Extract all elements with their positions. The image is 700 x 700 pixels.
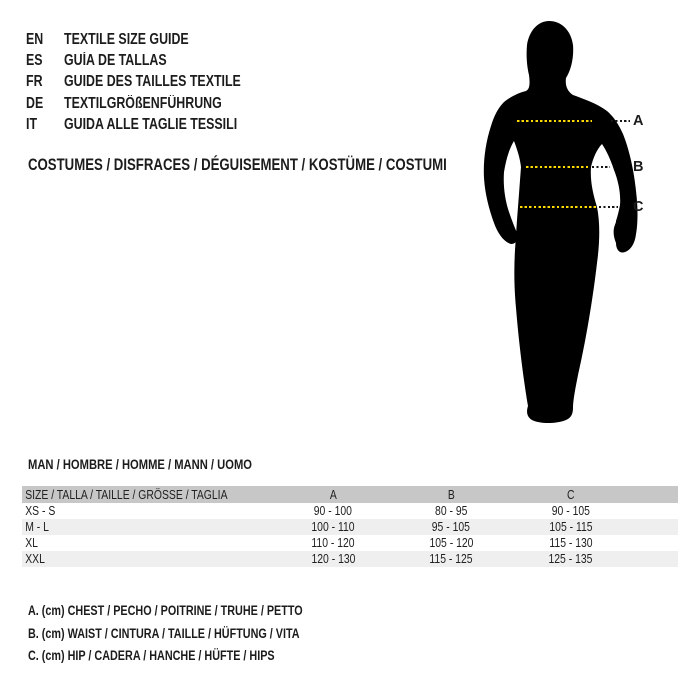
chest-line-dots-leader [611,120,630,122]
section-heading-text: MAN / HOMBRE / HOMME / MANN / UOMO [28,456,252,472]
hip-line-dots-leader [599,206,618,208]
chest-cell: 110 - 120 [311,535,355,550]
spacer-cell [631,551,678,567]
header-spacer [631,486,678,503]
legend-waist [28,626,367,641]
spacer-cell [631,503,678,519]
hip-cell: 105 - 115 [548,519,593,534]
table-row-xl [22,535,678,551]
spacer-cell [631,535,678,551]
marker-label-b: B [633,159,644,175]
category-heading-text: COSTUMES / DISFRACES / DÉGUISEMENT / KOSTÜME / COSTUMI [28,156,447,174]
table-row-xxl [22,551,678,567]
header-size-column: SIZE / TALLA / TAILLE / GRÖSSE / TAGLIA [22,486,274,503]
header-col-c: C [510,486,631,503]
marker-label-a: A [633,113,644,129]
legend-waist-text: B. (cm) WAIST / CINTURA / TAILLE / HÜFTUNG / VITA [28,626,300,641]
size-cell: XXL [25,551,45,566]
size-cell: M - L [25,519,49,534]
legend-hip [28,648,336,663]
table-row-m-l [22,519,678,535]
waist-cell: 115 - 125 [429,551,473,566]
chest-cell: 90 - 100 [313,503,353,518]
marker-label-c: C [633,199,644,215]
language-label: GUIDE DES TAILLES TEXTILE [64,73,241,91]
language-label: GUÍA DE TALLAS [64,51,167,69]
chest-line-dots-on-body [517,120,592,122]
header-col-a: A [274,486,392,503]
language-code: IT [26,115,38,133]
hip-cell: 90 - 105 [551,503,590,518]
size-table-header-row [22,486,678,503]
chest-cell: 100 - 110 [311,519,355,534]
language-code: DE [26,94,44,112]
language-code: FR [26,73,43,91]
section-heading-man [28,456,308,472]
table-row-xs-s [22,503,678,519]
size-table-container [22,486,678,567]
spacer-cell [631,519,678,535]
legend-chest-text: A. (cm) CHEST / PECHO / POITRINE / TRUHE / PETTO [28,603,303,618]
legend-hip-text: C. (cm) HIP / CADERA / HANCHE / HÜFTE / HIPS [28,648,275,663]
hip-line-dots-on-body [520,206,596,208]
hip-cell: 125 - 135 [548,551,593,566]
size-table [22,486,678,567]
size-cell: XS - S [25,503,56,518]
language-label: TEXTILGRÖßENFÜHRUNG [64,94,222,112]
man-silhouette-shape [484,21,638,423]
waist-cell: 80 - 95 [434,503,468,518]
size-cell: XL [25,535,38,550]
waist-cell: 105 - 120 [429,535,473,550]
hip-cell: 115 - 130 [548,535,593,550]
language-code: ES [26,51,43,69]
language-code: EN [26,30,44,48]
legend-chest [28,603,371,618]
waist-line-dots-leader [592,166,610,168]
header-col-b: B [392,486,510,503]
waist-line-dots-on-body [526,166,589,168]
language-label: GUIDA ALLE TAGLIE TESSILI [64,115,238,133]
language-label: TEXTILE SIZE GUIDE [64,30,189,48]
chest-cell: 120 - 130 [311,551,355,566]
waist-cell: 95 - 105 [431,519,471,534]
